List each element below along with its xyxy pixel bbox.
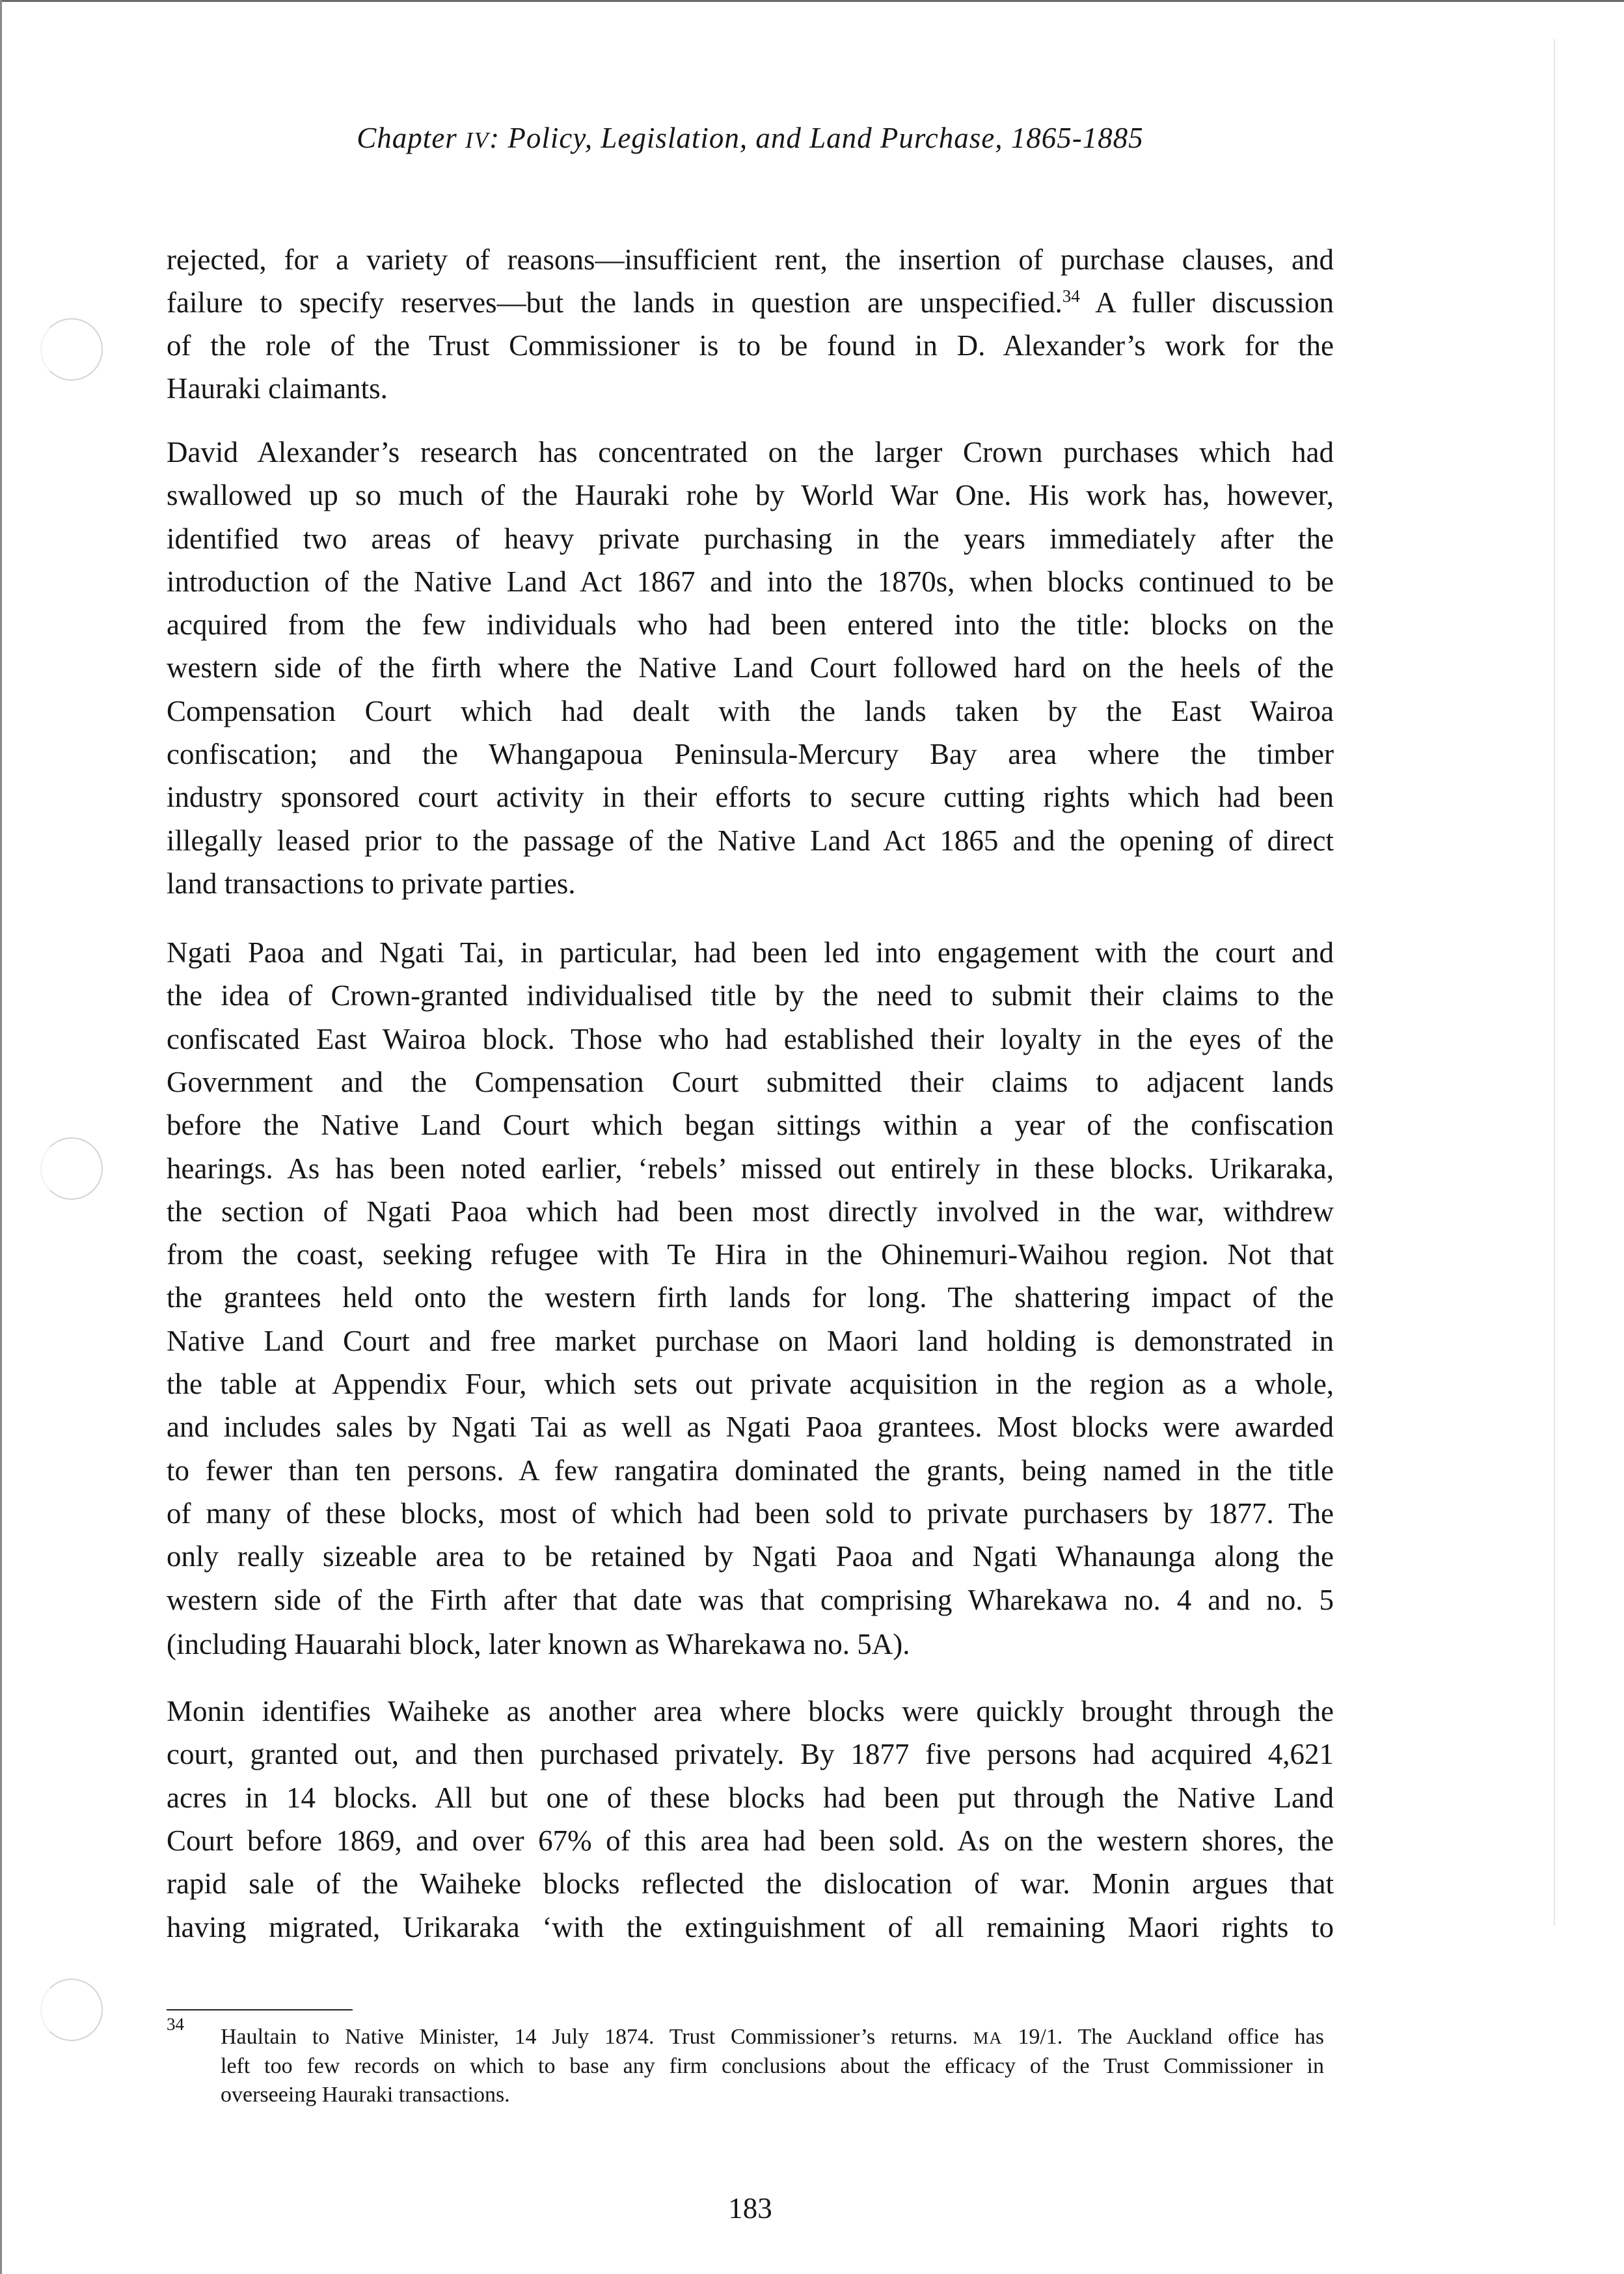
punch-hole-mark — [40, 1137, 103, 1200]
text-line: the table at Appendix Four, which sets out private acquisition in the region as a whole, — [167, 1368, 1334, 1400]
archive-reference: MA — [973, 2028, 1003, 2048]
footnote-line: left too few records on which to base any firm conclusions about the efficacy of the Trust Commissioner in — [221, 2054, 1324, 2078]
text-line: of many of these blocks, most of which had been sold to private purchasers by 1877. The — [167, 1497, 1334, 1530]
text-segment: A fuller discussion — [1079, 286, 1334, 319]
text-line: confiscation; and the Whangapoua Peninsula-Mercury Bay area where the timber — [167, 738, 1334, 770]
running-head-chapter-numeral: IV — [465, 128, 490, 153]
text-line: rejected, for a variety of reasons—insufficient rent, the insertion of purchase clauses, and — [167, 243, 1334, 276]
text-segment: failure to specify reserves—but the lands in question are unspecified. — [167, 286, 1062, 319]
punch-hole-mark — [40, 1979, 103, 2041]
text-line: western side of the firth where the Native Land Court followed hard on the heels of the — [167, 651, 1334, 684]
text-line: land transactions to private parties. — [167, 867, 576, 900]
running-head — [167, 116, 1334, 159]
scan-edge-left — [0, 0, 2, 2274]
running-head-chapter-word: Chapter — [357, 122, 466, 154]
text-segment: 19/1. The Auckland office has — [1002, 2025, 1324, 2049]
text-line: from the coast, seeking refugee with Te Hira in the Ohinemuri-Waihou region. Not that — [167, 1238, 1334, 1271]
footnote-line — [221, 2023, 1324, 2051]
page-number: 183 — [728, 2192, 772, 2225]
text-line: Government and the Compensation Court submitted their claims to adjacent lands — [167, 1066, 1334, 1098]
text-line: the section of Ngati Paoa which had been most directly involved in the war, withdrew — [167, 1195, 1334, 1228]
text-line: acquired from the few individuals who had been entered into the title: blocks on the — [167, 608, 1334, 641]
text-line: introduction of the Native Land Act 1867 and into the 1870s, when blocks continued to be — [167, 565, 1334, 598]
text-line: hearings. As has been noted earlier, ‘rebels’ missed out entirely in these blocks. Urikaraka, — [167, 1152, 1334, 1185]
running-head-title: : Policy, Legislation, and Land Purchase, 1865-1885 — [489, 122, 1144, 154]
text-line: identified two areas of heavy private purchasing in the years immediately after the — [167, 522, 1334, 555]
text-line: Native Land Court and free market purchase on Maori land holding is demonstrated in — [167, 1325, 1334, 1357]
text-line: court, granted out, and then purchased privately. By 1877 five persons had acquired 4,621 — [167, 1738, 1334, 1770]
scan-edge-top — [0, 0, 1624, 2]
footnote-reference[interactable]: 34 — [1062, 286, 1080, 306]
text-line: the idea of Crown-granted individualised title by the need to submit their claims to the — [167, 979, 1334, 1012]
footnote-line: overseeing Hauraki transactions. — [221, 2083, 510, 2107]
text-line: David Alexander’s research has concentrated on the larger Crown purchases which had — [167, 436, 1334, 468]
footnote-rule — [167, 2009, 353, 2010]
text-line: Compensation Court which had dealt with the lands taken by the East Wairoa — [167, 695, 1334, 727]
text-line: before the Native Land Court which began sittings within a year of the confiscation — [167, 1109, 1334, 1141]
text-line: and includes sales by Ngati Tai as well as Ngati Paoa grantees. Most blocks were awarded — [167, 1411, 1334, 1443]
text-line: industry sponsored court activity in their efforts to secure cutting rights which had been — [167, 781, 1334, 813]
text-line: to fewer than ten persons. A few rangatira dominated the grants, being named in the title — [167, 1454, 1334, 1487]
text-line: Court before 1869, and over 67% of this area had been sold. As on the western shores, the — [167, 1824, 1334, 1857]
text-line: confiscated East Wairoa block. Those who had established their loyalty in the eyes of the — [167, 1023, 1334, 1055]
text-line: having migrated, Urikaraka ‘with the extinguishment of all remaining Maori rights to — [167, 1911, 1334, 1943]
text-line: of the role of the Trust Commissioner is to be found in D. Alexander’s work for the — [167, 329, 1334, 362]
text-segment: Haultain to Native Minister, 14 July 1874. Trust Commissioner’s returns. — [221, 2025, 973, 2049]
text-line: Monin identifies Waiheke as another area where blocks were quickly brought through the — [167, 1695, 1334, 1727]
text-line: swallowed up so much of the Hauraki rohe by World War One. His work has, however, — [167, 479, 1334, 511]
scan-edge-right — [1554, 39, 1555, 1926]
footnote-number: 34 — [167, 2014, 184, 2034]
text-line: illegally leased prior to the passage of the Native Land Act 1865 and the opening of direct — [167, 824, 1334, 857]
punch-hole-mark — [40, 318, 103, 381]
text-line: (including Hauarahi block, later known as Wharekawa no. 5A). — [167, 1628, 910, 1660]
text-line: western side of the Firth after that date was that comprising Wharekawa no. 4 and no. 5 — [167, 1584, 1334, 1616]
text-line: Ngati Paoa and Ngati Tai, in particular, had been led into engagement with the court and — [167, 936, 1334, 969]
text-line: acres in 14 blocks. All but one of these blocks had been put through the Native Land — [167, 1781, 1334, 1814]
text-line: the grantees held onto the western firth lands for long. The shattering impact of the — [167, 1281, 1334, 1314]
text-line: only really sizeable area to be retained by Ngati Paoa and Ngati Whanaunga along the — [167, 1540, 1334, 1573]
text-line: Hauraki claimants. — [167, 372, 388, 405]
text-line — [167, 281, 1334, 324]
text-line: rapid sale of the Waiheke blocks reflected the dislocation of war. Monin argues that — [167, 1867, 1334, 1900]
